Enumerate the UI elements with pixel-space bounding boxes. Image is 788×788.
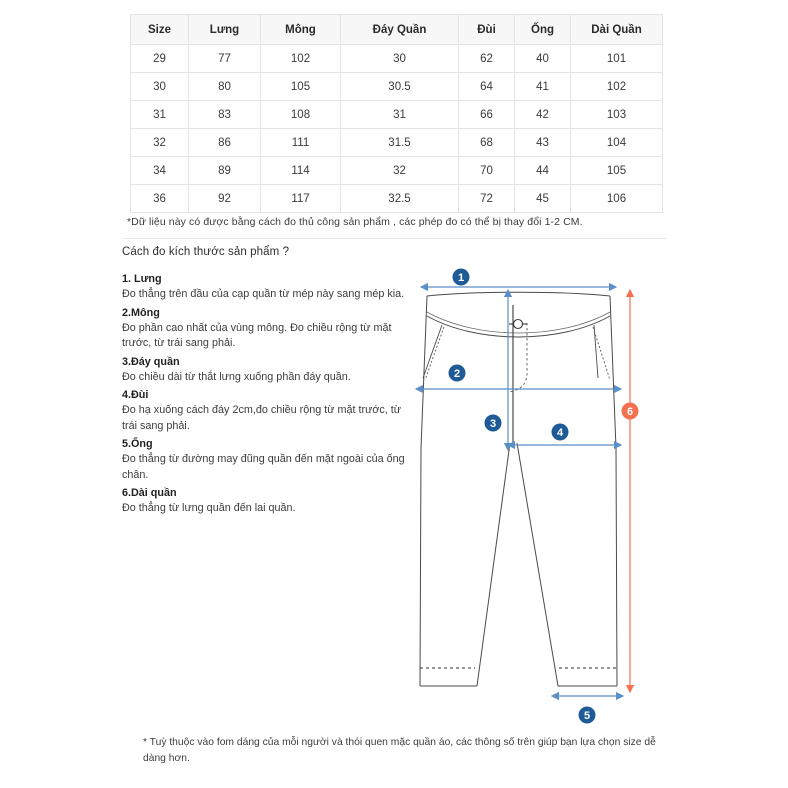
instructions-title: Cách đo kích thước sản phẩm ? [122,246,290,258]
marker-label-1: 1 [457,272,465,285]
column-header-dui: Đùi [459,15,515,45]
table-note: *Dữ liệu này có được bằng cách đo thủ công sản phẩm , các phép đo có thể bị thay đổi 1-2 CM. [127,216,583,228]
cell-dui: 72 [459,185,515,213]
step-heading: 5.Ống [122,438,153,450]
measurement-instructions [122,246,412,519]
column-header-ong: Ống [515,15,571,45]
step-heading: 4.Đùi [122,389,149,401]
cell-day-quan: 32.5 [341,185,459,213]
size-table [130,14,663,213]
cell-day-quan: 31.5 [341,129,459,157]
cell-dui: 64 [459,73,515,101]
cell-mong: 111 [261,129,341,157]
cell-dai-quan: 105 [571,157,663,185]
marker-label-5: 5 [583,710,591,723]
section-divider [122,238,667,239]
cell-dui: 70 [459,157,515,185]
cell-size: 36 [131,185,189,213]
table-row [131,101,663,129]
size-table-container [130,14,662,213]
step-heading: 3.Đáy quần [122,355,180,368]
table-header-row [131,15,663,45]
cell-dui: 62 [459,45,515,73]
marker-badge-4 [552,424,569,441]
instruction-step-1 [122,271,412,303]
cell-dai-quan: 103 [571,101,663,129]
cell-day-quan: 30.5 [341,73,459,101]
cell-lung: 89 [189,157,261,185]
marker-badge-6 [622,403,639,420]
marker-label-4: 4 [556,427,564,440]
step-heading: 6.Dài quần [122,487,177,499]
cell-ong: 43 [515,129,571,157]
instruction-step-2 [122,305,412,352]
table-row [131,185,663,213]
table-row [131,73,663,101]
cell-dai-quan: 102 [571,73,663,101]
column-header-lung: Lưng [189,15,261,45]
cell-lung: 80 [189,73,261,101]
column-header-size: Size [131,15,189,45]
cell-mong: 108 [261,101,341,129]
cell-ong: 42 [515,101,571,129]
cell-lung: 86 [189,129,261,157]
table-row [131,157,663,185]
table-row [131,129,663,157]
step-body: Đo thẳng từ lưng quần đến lai quần. [122,502,296,514]
cell-mong: 105 [261,73,341,101]
cell-ong: 40 [515,45,571,73]
button-icon [509,320,527,329]
cell-size: 29 [131,45,189,73]
cell-day-quan: 32 [341,157,459,185]
step-heading: 1. Lưng [122,273,162,285]
pants-measurement-diagram [405,268,670,728]
cell-lung: 92 [189,185,261,213]
cell-dai-quan: 101 [571,45,663,73]
marker-badge-1 [453,269,470,286]
cell-size: 31 [131,101,189,129]
cell-mong: 117 [261,185,341,213]
cell-mong: 114 [261,157,341,185]
cell-ong: 45 [515,185,571,213]
marker-label-6: 6 [626,406,634,419]
cell-ong: 41 [515,73,571,101]
column-header-mong: Mông [261,15,341,45]
cell-lung: 83 [189,101,261,129]
marker-badge-2 [449,365,466,382]
marker-label-3: 3 [489,418,497,431]
cell-ong: 44 [515,157,571,185]
step-body: Đo hạ xuống cách đáy 2cm,đo chiều rộng từ mặt trước, từ trái sang phải. [122,404,402,432]
step-body: Đo chiều dài từ thắt lưng xuống phần đáy quần. [122,370,351,383]
cell-mong: 102 [261,45,341,73]
step-body: Đo thẳng trên đầu của cạp quần từ mép này sang mép kia. [122,288,405,300]
marker-badge-5 [579,707,596,724]
step-body: Đo thẳng từ đường may đũng quần đến mặt ngoài của ống chân. [122,453,405,481]
cell-dai-quan: 104 [571,129,663,157]
table-row [131,45,663,73]
cell-dui: 66 [459,101,515,129]
marker-badge-3 [485,415,502,432]
instruction-step-5 [122,436,412,483]
cell-day-quan: 31 [341,101,459,129]
step-body: Đo phần cao nhất của vùng mông. Đo chiều rộng từ mặt trước, từ trái sang phải. [122,321,392,349]
cell-dai-quan: 106 [571,185,663,213]
cell-size: 34 [131,157,189,185]
instruction-step-6 [122,485,412,517]
instruction-step-3 [122,354,412,386]
cell-size: 30 [131,73,189,101]
step-heading: 2.Mông [122,306,160,319]
marker-label-2: 2 [453,368,461,381]
column-header-day-quan: Đáy Quần [341,15,459,45]
pants-illustration [420,292,617,686]
instruction-step-4 [122,387,412,434]
cell-day-quan: 30 [341,45,459,73]
column-header-dai-quan: Dài Quần [571,15,663,45]
cell-lung: 77 [189,45,261,73]
cell-dui: 68 [459,129,515,157]
cell-size: 32 [131,129,189,157]
footnote: * Tuỳ thuộc vào fom dáng của mỗi người và thói quen mặc quần áo, các thông số trên giúp bạn lựa chọn size dễ dàng hơn. [143,737,656,764]
